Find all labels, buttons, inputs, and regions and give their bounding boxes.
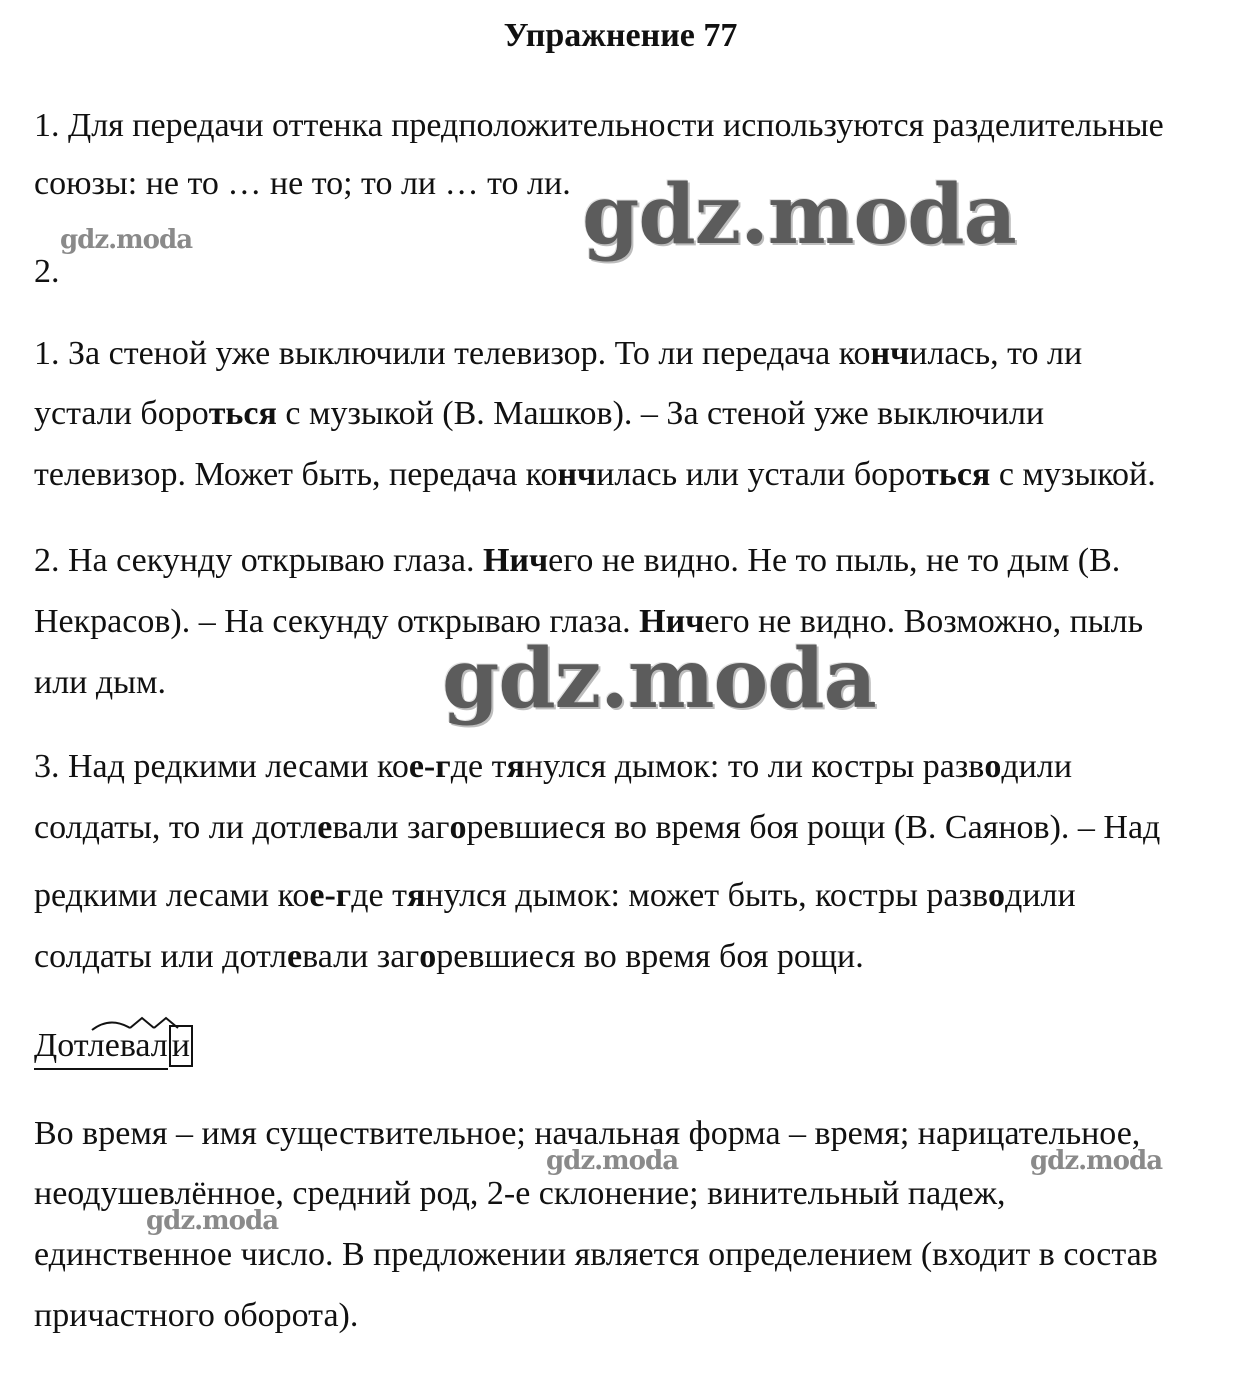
suffix-mark xyxy=(154,1018,178,1028)
highlighted-letters: о xyxy=(984,748,1002,785)
example-2-line-3: или дым. xyxy=(34,664,167,701)
watermark: gdz.moda xyxy=(582,167,1016,263)
text-segment: устали боро xyxy=(34,395,209,432)
example-3-line-1 xyxy=(34,747,1072,787)
highlighted-letters: е xyxy=(317,809,333,846)
text-segment: дили xyxy=(1005,877,1076,914)
text-segment: де т xyxy=(351,877,407,914)
example-3-line-2 xyxy=(34,808,1160,848)
analysis-line-4: причастного оборота). xyxy=(34,1297,359,1334)
highlighted-letters: о xyxy=(449,809,467,846)
highlighted-letters: е xyxy=(287,938,303,975)
highlighted-letters: Нич xyxy=(639,603,705,640)
section-2-label: 2. xyxy=(34,253,60,290)
highlighted-letters: нч xyxy=(870,335,910,372)
text-segment: вали заг xyxy=(302,938,420,975)
highlighted-letters: е-г xyxy=(408,748,451,785)
example-1-line-1 xyxy=(34,334,1082,374)
morphemic-parsing xyxy=(34,1024,193,1074)
suffix-mark xyxy=(130,1018,154,1028)
paragraph-1-line-1: 1. Для передачи оттенка предположительности используются разделительные xyxy=(34,107,1164,144)
analysis-line-3: единственное число. В предложении является определением (входит в состав xyxy=(34,1236,1158,1273)
watermark: gdz.moda xyxy=(546,1146,679,1176)
analysis-line-1: Во время – имя существительное; начальная форма – время; нарицательное, xyxy=(34,1115,1141,1152)
watermark: gdz.moda xyxy=(146,1206,279,1236)
text-segment: илась, то ли xyxy=(909,335,1083,372)
highlighted-letters: я xyxy=(506,748,525,785)
text-segment: с музыкой (В. Машков). – За стеной уже выключили xyxy=(276,395,1045,432)
watermark: gdz.moda xyxy=(442,631,876,727)
text-segment: 2. На секунду открываю глаза. xyxy=(34,542,483,579)
text-segment: ревшиеся во время боя рощи. xyxy=(436,938,864,975)
highlighted-letters: о xyxy=(988,877,1006,914)
watermark: gdz.moda xyxy=(1030,1146,1163,1176)
highlighted-letters: нч xyxy=(557,456,597,493)
text-segment: 1. За стеной уже выключили телевизор. То ли передача ко xyxy=(34,335,871,372)
highlighted-letters: о xyxy=(419,938,437,975)
text-segment: редкими лесами ко xyxy=(34,877,310,914)
example-1-line-3 xyxy=(34,455,1156,495)
highlighted-letters: ться xyxy=(922,456,991,493)
text-segment: его не видно. Возможно, пыль xyxy=(704,603,1144,640)
highlighted-letters: я xyxy=(406,877,426,914)
text-segment: нулся дымок: то ли костры разв xyxy=(524,748,985,785)
word-stem: Дотлевал xyxy=(34,1024,168,1070)
highlighted-letters: е-г xyxy=(309,877,352,914)
text-segment: нулся дымок: может быть, костры разв xyxy=(425,877,989,914)
example-2-line-1 xyxy=(34,541,1120,581)
text-segment: ревшиеся во время боя рощи (В. Саянов). – Над xyxy=(466,809,1161,846)
morpheme-arcs xyxy=(34,1014,204,1034)
text-segment: телевизор. Может быть, передача ко xyxy=(34,456,558,493)
example-3-line-3 xyxy=(34,876,1076,916)
example-2-line-2 xyxy=(34,602,1143,642)
watermark: gdz.moda xyxy=(60,225,193,255)
paragraph-1-line-2: союзы: не то … не то; то ли … то ли. xyxy=(34,165,571,202)
text-segment: илась или устали боро xyxy=(596,456,923,493)
example-1-line-2 xyxy=(34,394,1044,434)
text-segment: 3. Над редкими лесами ко xyxy=(34,748,409,785)
text-segment: де т xyxy=(450,748,507,785)
text-segment: с музыкой. xyxy=(990,456,1156,493)
page-title: Упражнение 77 xyxy=(503,17,738,54)
text-segment: Некрасов). – На секунду открываю глаза. xyxy=(34,603,640,640)
word-ending: и xyxy=(169,1025,193,1067)
text-segment: вали заг xyxy=(332,809,450,846)
text-segment: солдаты или дотл xyxy=(34,938,288,975)
text-segment: солдаты, то ли дотл xyxy=(34,809,318,846)
text-segment: дили xyxy=(1001,748,1073,785)
analysis-line-2: неодушевлённое, средний род, 2-е склонение; винительный падеж, xyxy=(34,1175,1006,1212)
text-segment: его не видно. Не то пыль, не то дым (В. xyxy=(548,542,1121,579)
highlighted-letters: Нич xyxy=(482,542,549,579)
highlighted-letters: ться xyxy=(208,395,277,432)
root-arc xyxy=(92,1022,130,1030)
example-3-line-4 xyxy=(34,937,864,977)
